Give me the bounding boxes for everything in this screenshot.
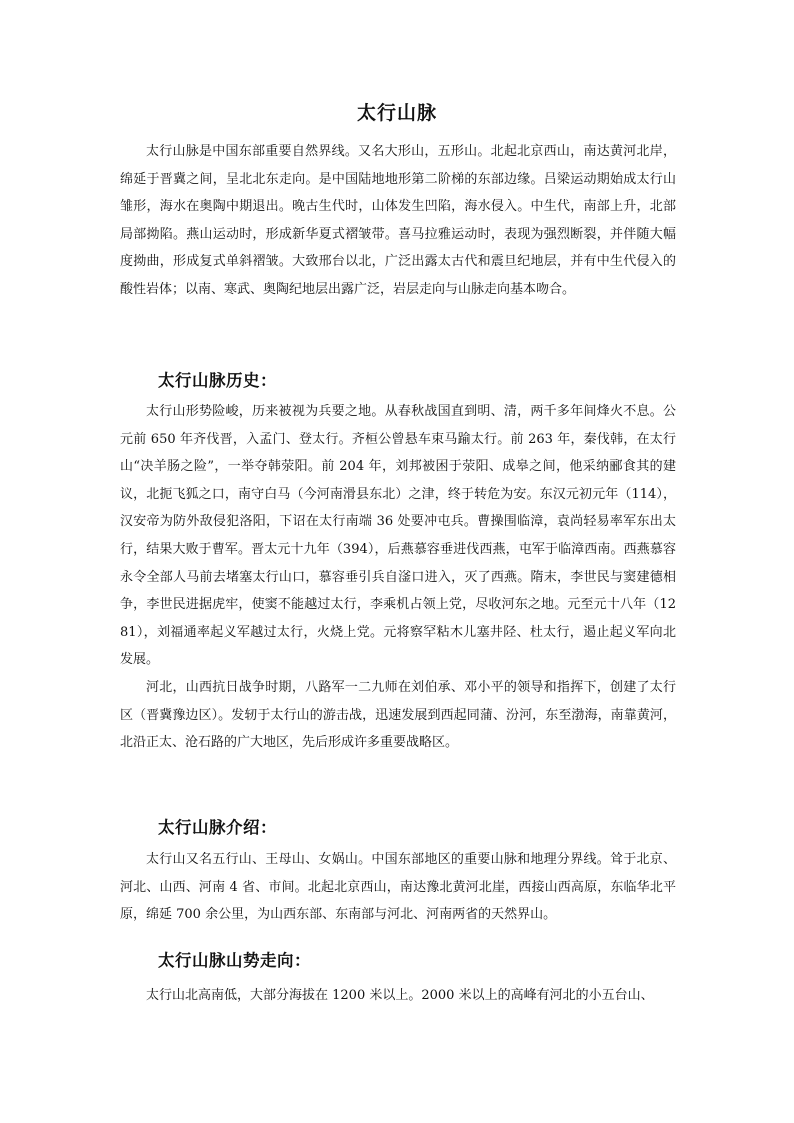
terrain-paragraph: 太行山北高南低，大部分海拔在 1200 米以上。2000 米以上的高峰有河北的小五台山、 bbox=[146, 988, 654, 1003]
section-heading-intro: 太行山脉介绍： bbox=[158, 818, 277, 837]
introduction-block bbox=[120, 846, 676, 929]
history-paragraph-1: 太行山形势险峻，历来被视为兵要之地。从春秋战国直到明、清，两千多年间烽火不息。公元前 650 年齐伐晋，入孟门、登太行。齐桓公曾悬车束马踰太行。前 263 年，秦伐韩，在太行山“决羊肠之险”，一举夺韩荥阳。前 204 年，刘邦被困于荥阳、成皋之间，他采纳郦食其的建议，北扼飞狐之口，南守白马（今河南滑县东北）之津，终于转危为安。东汉元初元年（114），汉安帝为防外敌侵犯洛阳，下诏在太行南端 36 处要冲屯兵。曹操围临漳，袁尚轻易率军东出太行，结果大败于曹军。晋太元十九年（394），后燕慕容垂进伐西燕，屯军于临漳西南。西燕慕容永令全部人马前去堵塞太行山口，慕容垂引兵自滏口进入，灭了西燕。隋末，李世民与窦建德相争，李世民进据虎牢，使窦不能越过太行，李乘机占领上党，尽收河东之地。元至元十八年（1281），刘福通率起义军越过太行，火烧上党。元将察罕粘木儿塞井陉、杜太行，遏止起义军向北发展。 bbox=[120, 404, 676, 668]
history-block bbox=[120, 398, 676, 757]
document-title: 太行山脉 bbox=[356, 102, 437, 124]
history-paragraph-2: 河北，山西抗日战争时期，八路军一二九师在刘伯承、邓小平的领导和指挥下，创建了太行区（晋冀豫边区）。发轫于太行山的游击战，迅速发展到西起同蒲、汾河，东至渤海，南靠黄河，北沿正太、沧石路的广大地区，先后形成许多重要战略区。 bbox=[120, 679, 676, 751]
intro-block bbox=[120, 138, 676, 304]
terrain-block bbox=[120, 982, 676, 1010]
intro-paragraph: 太行山脉是中国东部重要自然界线。又名大形山，五形山。北起北京西山，南达黄河北岸，绵延于晋冀之间，呈北北东走向。是中国陆地地形第二阶梯的东部边缘。吕梁运动期始成太行山雏形，海水在奥陶中期退出。晚古生代时，山体发生凹陷，海水侵入。中生代，南部上升，北部局部拗陷。燕山运动时，形成新华夏式褶皱带。喜马拉雅运动时，表现为强烈断裂，并伴随大幅度拗曲，形成复式单斜褶皱。大致邢台以北，广泛出露太古代和震旦纪地层，并有中生代侵入的酸性岩体；以南、寒武、奥陶纪地层出露广泛，岩层走向与山脉走向基本吻合。 bbox=[120, 144, 676, 297]
introduction-paragraph: 太行山又名五行山、王母山、女娲山。中国东部地区的重要山脉和地理分界线。耸于北京、河北、山西、河南 4 省、市间。北起北京西山，南达豫北黄河北崖，西接山西高原，东临华北平原，绵延 700 余公里，为山西东部、东南部与河北、河南两省的天然界山。 bbox=[120, 852, 676, 923]
section-heading-history: 太行山脉历史： bbox=[158, 371, 277, 390]
section-heading-terrain: 太行山脉山势走向： bbox=[158, 951, 311, 970]
